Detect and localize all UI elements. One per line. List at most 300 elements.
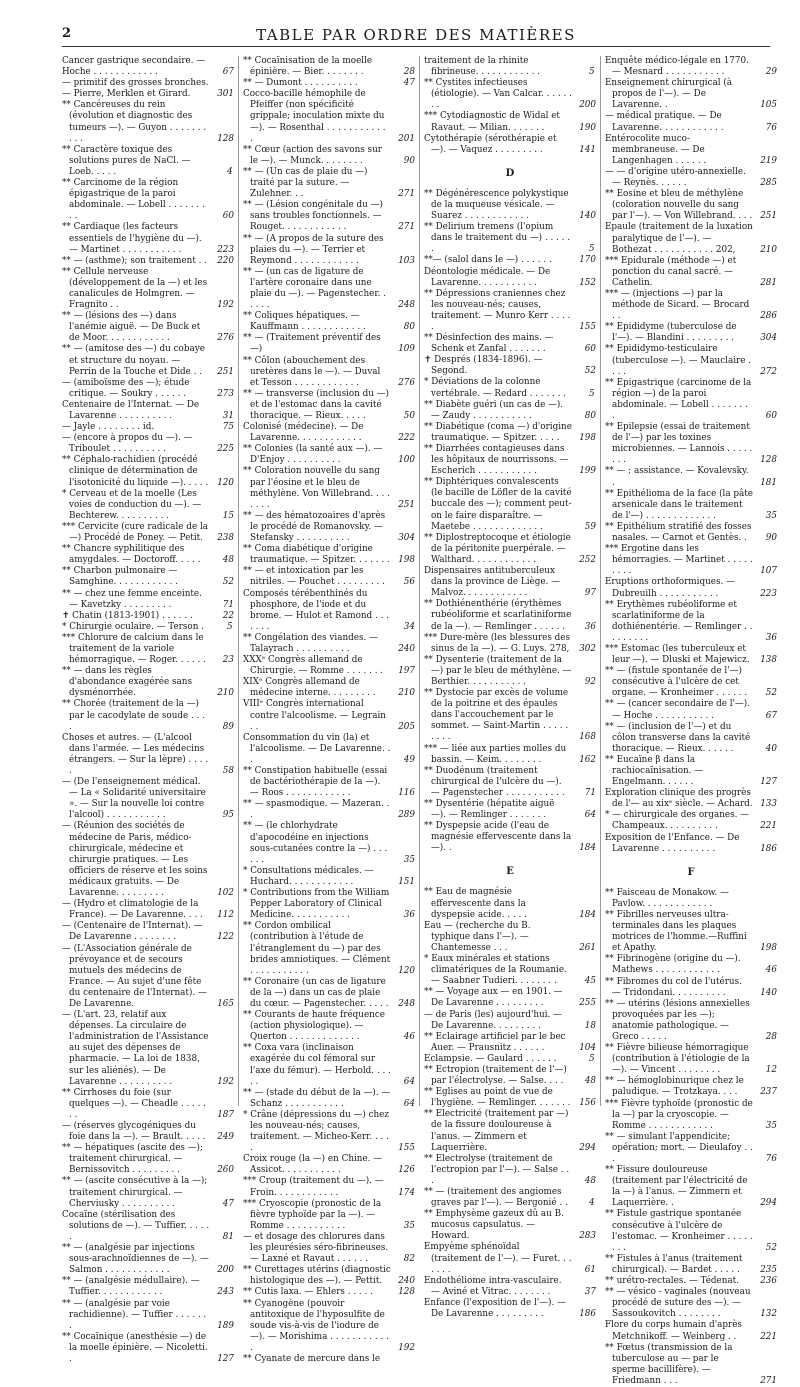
entry-text: ** Coma diabétique d'origine traumatique. — Spitzer. . . . . . . [243, 544, 390, 566]
entry-text: ** — hépatiques (ascite des —); traitement chirurgical. — Bernissovitch . . . . . . . . . [62, 1143, 203, 1176]
entry-text: ** — (ascite consécutive à la —); traitement chirurgical. — Cherviusky . . . . . . . . . . [62, 1176, 208, 1209]
entry-text: Cytothérapie (sérothérapie et —). — Vaquez . . . . . . . . . [424, 133, 557, 155]
entry-text: ** — hémoglobinurique chez le paludique. — Trotzkaya. . . . [605, 1076, 744, 1098]
section-letter: E [506, 866, 514, 878]
entry-text: ** Fistules à l'anus (traitement chirurgical). — Bardet . . . . . [605, 1253, 743, 1275]
index-entry [62, 611, 234, 622]
entry-page: 222 [398, 433, 415, 444]
entry-page: 31 [222, 411, 234, 421]
index-entry [605, 999, 777, 1043]
index-entry [243, 422, 415, 444]
index-entry [424, 1276, 596, 1298]
entry-text: ** Fistule gastrique spontanée consécutive à l'ulcère de l'estomac. — Kronheimer . . . . . . . . [605, 1209, 753, 1253]
index-entry [424, 1298, 596, 1320]
index-entry [605, 1132, 777, 1165]
entry-text: ** Eglises au point de vue de l'hygiène. — Remlinger. . . . . . . [424, 1087, 571, 1109]
index-entry [62, 1121, 234, 1143]
entry-text: ** Carcinome de la région épigastrique de la paroi abdominale. — Lobell . . . . . . . . . [62, 178, 205, 222]
entry-text: *** Dure-mère (les blessures des sinus de la —). — G. Luys. 278, [424, 632, 571, 654]
index-entry [243, 1232, 415, 1265]
entry-text: ** Cellule nerveuse (développement de la —) et les canalicules de Holmgren. — Fragnito . . [62, 266, 208, 311]
index-entry [424, 1010, 596, 1032]
entry-page: 210 [217, 688, 234, 699]
entry-page: 186 [579, 1309, 596, 1320]
entry-text: — médical pratique. — De Lavarenne. . . . . . . . . . . . [605, 111, 724, 133]
entry-page: 107 [760, 566, 777, 577]
entry-page: 95 [222, 810, 234, 821]
index-entry [62, 178, 234, 222]
index-entry [243, 921, 415, 976]
index-entry [605, 322, 777, 344]
index-entry [605, 134, 777, 167]
entry-text: — (De l'enseignement médical. — La « Solidarité universitaire ». — Sur la nouvelle loi contre l'alcool) . . . . . . . . . . . [62, 777, 206, 821]
index-entry [605, 810, 777, 832]
entry-page: 289 [398, 810, 415, 821]
entry-text: ** Coxa vara (inclinaison exagérée du col fémoral sur l'axe du fémur). — Herbold. . . . . . [243, 1043, 391, 1087]
index-entry [605, 722, 777, 755]
entry-page: 47 [222, 1198, 234, 1209]
entry-text: ** Eosine et bleu de méthylène (coloration nouvelle du sang par l'—). — Von Willebrand. . . . [605, 189, 753, 222]
entry-page: 120 [398, 965, 415, 976]
entry-page: 104 [579, 1042, 596, 1053]
entry-page: 76 [765, 122, 777, 133]
entry-text: ** — utérins (lésions annexielles provoquées par les —); anatomie pathologique. — Greco . . . . . [605, 998, 750, 1042]
entry-page: 198 [760, 943, 777, 954]
entry-text: ** Eau de magnésie effervescente dans la dyspepsie acide. . . . . [424, 887, 527, 920]
entry-text: ** — (Traitement préventif des —) [243, 333, 381, 355]
entry-text: ** Fibrinogène (origine du —). Mathews . . . . . . . . . . . . [605, 954, 741, 976]
entry-text: ** Cocaïnisation de la moelle épinière. — Bier. . . . . . . . [243, 56, 373, 78]
index-entry [243, 511, 415, 544]
index-entry [605, 600, 777, 644]
index-entry [605, 522, 777, 544]
index-entry [243, 234, 415, 267]
entry-text: — Jayle . . . . . . . . id. [62, 422, 155, 433]
entry-text: ** — (analgésie par injections sous-arachnoïdiennes de —). — Salmon . . . . . . . . . . . . [62, 1243, 209, 1276]
entry-text: Enfance (l'exposition de l'—). — De Lavarenne . . . . . . . . . [424, 1297, 566, 1320]
entry-page: 132 [760, 1309, 777, 1320]
index-entry [605, 56, 777, 78]
entry-text: Exploration clinique des progrès de l'— au xixᵉ siècle. — Achard. [605, 788, 753, 810]
entry-text: ** Dégénérescence polykystique de la muqueuse vésicale. — Suarez . . . . . . . . . . . . [424, 188, 569, 222]
index-entry [605, 78, 777, 111]
entry-text: Consommation du vin (la) et l'alcoolisme. — De Lavarenne. . . [243, 732, 391, 765]
index-entry [62, 821, 234, 899]
index-entry [605, 1043, 777, 1076]
index-entry [62, 1088, 234, 1121]
entry-page: 64 [584, 810, 596, 821]
entry-text: Endothéliome intra-vasculaire. — Aviné et Vitrac. . . . . . . . [424, 1275, 562, 1297]
entry-text: ** — spasmodique. — Mazeran. . . [243, 799, 390, 821]
index-entry [243, 78, 415, 89]
index-entry [62, 733, 234, 777]
entry-text: ** Cancéreuses du rein (évolution et diagnostic des tumeurs —). — Guyon . . . . . . . . . . [62, 100, 207, 144]
entry-text: ** Emphysème gazeux dû au B. mucosus capsulatus. — Howard. [424, 1209, 564, 1242]
entry-page: 56 [403, 577, 415, 588]
index-entry [605, 422, 777, 466]
entry-text: — (Réunion des sociétés de médecine de Paris, médico-chirurgicale, médecine et chirurgie pratiques. — Les officiers de réserve et les soins médicaux gratuits. — De Lavarenne. . . . . . . . . [62, 821, 208, 899]
entry-text: * Eaux minérales et stations climatériques de la Roumanie. — Saabner Tudieri. . . . . . . . [424, 954, 567, 987]
entry-page: 36 [403, 910, 415, 921]
page-number: 2 [62, 26, 72, 41]
entry-page: 105 [760, 100, 777, 111]
entry-page: 276 [398, 377, 415, 388]
index-entry [62, 699, 234, 732]
entry-page: 304 [398, 533, 415, 544]
entry-text: Epaule (traitement de la luxation paralytique de l'—). — Bothezat . . . . . . . . . . . 202, [605, 222, 753, 255]
entry-page: 221 [760, 821, 777, 832]
entry-page: 64 [403, 1076, 415, 1087]
index-entry [424, 1109, 596, 1153]
index-entry [243, 1354, 415, 1365]
entry-page: 187 [217, 1109, 234, 1120]
entry-page: 301 [217, 89, 234, 100]
index-entry [243, 1043, 415, 1087]
index-entry: * Chirurgie oculaire. — Terson . 5 [62, 621, 233, 632]
entry-text: Choses et autres. — (L'alcool dans l'armée. — Les médecins étrangers. — Sur la lèpre) . . . . . [62, 732, 209, 776]
index-entry [605, 788, 777, 810]
index-entry [243, 766, 415, 799]
index-entry [62, 944, 234, 1011]
index-entry: ** — (traitement des angiomes graves par l'—). — Bergonié . . 4 [424, 1187, 595, 1209]
entry-page: 281 [760, 277, 777, 288]
entry-page: 46 [403, 1032, 415, 1043]
index-entry [605, 111, 777, 133]
entry-text: — — d'origine utéro-annexielle. — Reynès. . . . . . [605, 166, 746, 189]
entry-text: Eclampsie. — Gaulard . . . . . . [424, 1053, 557, 1064]
entry-page: 192 [217, 300, 234, 311]
index-entry [62, 67, 234, 78]
entry-page: 155 [579, 321, 596, 332]
entry-text: ** Diabète guéri (un cas de —). — Zaudy . . . . . . . . . . . [424, 399, 564, 421]
index-entry [243, 799, 415, 821]
index-entry [62, 1299, 234, 1332]
entry-text: Cocco-bacille hémophile de Pfeiffer (non spécificité grippale; inoculation mixte du —). — Rosenthal . . . . . . . . . . . . [243, 89, 386, 144]
index-entry [605, 1165, 777, 1209]
index-entry [424, 633, 596, 655]
entry-text: ** — (lésions des —) dans l'anémie aiguë. — De Buck et de Moor. . . . . . . . . . . . [62, 311, 201, 344]
entry-text: ** — (amitose des —) du cobaye et structure du noyau. — Perrin de la Touche et Dide . . [62, 344, 205, 377]
entry-page: 109 [398, 344, 415, 355]
index-entry [243, 733, 415, 766]
index-entry [243, 89, 415, 144]
entry-text: ** Delirium tremens (l'opium dans le traitement du —) . . . . . . [424, 222, 571, 255]
entry-page: 219 [760, 155, 777, 166]
entry-page: 223 [760, 588, 777, 599]
index-entry [62, 256, 234, 267]
header-rule [62, 46, 770, 47]
index-entry: traitement de la rhinite fibrineuse. . . . . . . . . . . . 5 [424, 56, 595, 78]
entry-text: — de Paris (les) aujourd'hui. — De Lavarenne. . . . . . . . . [424, 1009, 562, 1031]
entry-page: 52 [765, 1242, 777, 1253]
index-entry [62, 777, 234, 821]
entry-page: 49 [403, 754, 415, 765]
entry-page: 80 [403, 322, 415, 333]
entry-page: 200 [579, 100, 596, 111]
entry-text: ** Epigastrique (carcinome de la région —) de la paroi abdominale. — Lobell . . . . . . . . [605, 377, 752, 421]
entry-page: 189 [217, 1320, 234, 1331]
index-entry [243, 167, 415, 200]
entry-text: ** — chez une femme enceinte. — Kavetzky . . . . . . . . . [62, 588, 202, 610]
index-entry [62, 589, 234, 611]
entry-page: 285 [760, 178, 777, 189]
entry-page: 140 [760, 987, 777, 998]
entry-page: 197 [398, 666, 415, 677]
entry-text: ** Cocaïnique (anesthésie —) de la moelle épinière. — Nicoletti. . [62, 1331, 208, 1364]
entry-page: 181 [760, 477, 777, 488]
entry-page: 36 [584, 621, 596, 632]
entry-page: 260 [217, 1165, 234, 1176]
index-entry [243, 1176, 415, 1198]
index-entry [424, 267, 596, 289]
index-entry [605, 954, 777, 976]
entry-page: 133 [760, 799, 777, 810]
entry-text: ** Epithélium stratifié des fosses nasales. — Carnot et Gentès. . [605, 521, 752, 544]
entry-page: 100 [398, 455, 415, 466]
entry-text: ** — (traitement des angiomes graves par l'—). — Bergonié . . [424, 1187, 568, 1209]
entry-page: 271 [398, 189, 415, 200]
entry-text: ** Cardiaque (les facteurs essentiels de l'hygiène du —). — Martinet . . . . . . . . . . . [62, 222, 202, 255]
index-entry [243, 1010, 415, 1043]
entry-text: — (réserves glycogéniques du foie dans la —). — Brault. . . . . [62, 1121, 206, 1143]
entry-page: 71 [584, 787, 596, 798]
index-entry [424, 799, 596, 821]
entry-page: 151 [398, 876, 415, 887]
entry-text: ** Ectropion (traitement de l'—) par l'électrolyse. — Salse. . . . [424, 1064, 567, 1087]
entry-page: 248 [398, 998, 415, 1009]
index-entry [424, 355, 596, 377]
index-entry: ** Delirium tremens (l'opium dans le traitement du —) . . . . . . 5 [424, 222, 595, 255]
entry-text: ** — ; assistance. — Kovalevsky. . [605, 466, 749, 488]
entry-page: 249 [217, 1132, 234, 1143]
entry-text: ** Charbon pulmonaire — Samghine. . . . . . . . . . . . [62, 566, 178, 588]
entry-text: ** Cyanate de mercure dans le [243, 1353, 381, 1364]
entry-text: XXXᵉ Congrès allemand de Chirurgie. — Romme . . . . . . . [243, 655, 384, 677]
entry-page: 199 [579, 466, 596, 477]
index-entry [424, 821, 596, 854]
index-column-1 [62, 56, 234, 1364]
entry-page: 184 [579, 909, 596, 920]
entry-page: 76 [765, 1154, 777, 1164]
entry-page: 28 [765, 1031, 777, 1042]
index-entry [605, 344, 777, 377]
index-entry [424, 954, 596, 987]
entry-text: ** — simulant l'appendicite; opération; mort. — Dieulafoy . . . [605, 1131, 753, 1164]
index-entry [605, 1320, 777, 1342]
entry-text: ** Fièvre bilieuse hémorragique (contribution à l'étiologie de la —). — Vincent . . . . . . . . [605, 1043, 750, 1076]
entry-text: ** Dothiénenthérie (érythèmes rubéoliforme et scarlatiniforme de la —). — Remlinger . . . . . . [424, 599, 572, 632]
index-entry [243, 356, 415, 389]
index-entry [62, 899, 234, 921]
entry-page: 23 [222, 655, 234, 666]
entry-page: 90 [403, 155, 415, 166]
entry-text: ** — (le chlorhydrate d'apocodéine en injections sous-cutanées contre la —) . . . . . . [243, 821, 388, 865]
index-entry [243, 888, 415, 921]
entry-page: 82 [403, 1254, 415, 1265]
index-entry [424, 189, 596, 222]
entry-text: ** Epididymo-testiculaire (tuberculose —). — Mauclaire . . . . [605, 344, 752, 377]
entry-page: 192 [398, 1342, 415, 1353]
index-entry [62, 544, 234, 566]
entry-page: 210 [760, 244, 777, 255]
entry-text: ** Cirrhoses du foie (sur quelques —). — Cheadle . . . . . . . [62, 1087, 207, 1120]
entry-page: 198 [398, 555, 415, 566]
entry-text: ** Dépressions craniennes chez les nouveau-nés; causes, traitement. — Munro Kerr . . . . . [424, 288, 571, 332]
entry-page: 127 [760, 777, 777, 788]
entry-text: VIIIᵉ Congrès international contre l'alcoolisme. — Legrain . . [243, 699, 386, 732]
index-entry [424, 111, 596, 133]
index-entry [62, 455, 234, 488]
entry-page: 67 [222, 67, 234, 78]
index-entry [62, 344, 234, 377]
index-entry [424, 477, 596, 532]
entry-text: * Consultations médicales. — Huchard. . . . . . . . . . . . [243, 865, 374, 887]
entry-page: 64 [403, 1098, 415, 1109]
entry-text: ** Fibrilles nerveuses ultra-terminales dans les plaques motrices de l'homme.—Ruffini et Apathy. [605, 909, 747, 954]
entry-text: ** Coloration nouvelle du sang par l'éosine et le bleu de méthylène. Von Willebrand. . . . . . . . [243, 466, 390, 510]
entry-page: 170 [579, 255, 596, 266]
entry-page: 283 [579, 1231, 596, 1242]
index-entry [243, 677, 415, 699]
entry-page: 35 [765, 510, 777, 521]
entry-page: 240 [398, 643, 415, 654]
entry-page: 156 [579, 1098, 596, 1109]
entry-text: Eau — (recherche du B. typhique dans l'—). — Chantemesse . . . [424, 920, 531, 953]
entry-page: 22 [222, 610, 234, 621]
entry-page: 37 [584, 1286, 596, 1297]
entry-text: ** Epididyme (tuberculose de l'—). — Blandini . . . . . . . . . [605, 322, 737, 344]
entry-page: 52 [584, 366, 596, 377]
entry-text: * — chirurgicale des organes. — Champeaux. . . . . . . . . . [605, 810, 750, 832]
index-entry [62, 1010, 234, 1088]
entry-text: — et dosage des chlorures dans les pleurésies séro-fibrineuses. — Laxné et Ravaut . . . . . . [243, 1231, 389, 1265]
entry-text: ** Fibromes du col de l'utérus. — Tridondani. . . . . . . . . . [605, 976, 742, 998]
entry-text: — (Hydro et climatologie de la France). — De Lavarenne. . . . [62, 899, 203, 921]
entry-text: Cancer gastrique secondaire. — [62, 56, 206, 66]
entry-text: ** Diphtériques convalescents (le bacille de Löfler de la cavité buccale des —); comment peut-on le faire disparaître. — Maetebe . . . . . . . . . . . . . [424, 477, 572, 532]
index-entry [62, 433, 234, 455]
section-letter: F [687, 866, 695, 878]
entry-text: ** — (analgésie par voie rachidienne). — Tuffier . . . . . . . [62, 1298, 207, 1331]
entry-text: ** urétro-rectales. — Tédenat. [605, 1276, 739, 1287]
index-entry [243, 633, 415, 655]
index-entry [243, 1265, 415, 1287]
entry-page: 251 [760, 211, 777, 222]
entry-page: 221 [760, 1331, 777, 1342]
entry-page: 184 [579, 843, 596, 854]
index-entry [243, 267, 415, 311]
entry-page: 225 [217, 444, 234, 455]
entry-text: ** — dans les règles d'abondance exagérée sans dysménorrhée. [62, 666, 192, 699]
entry-text: ** Chancre syphilitique des amygdales. — Doctoroff. . . . . [62, 544, 201, 566]
entry-page: 201 [398, 133, 415, 144]
entry-page: 75 [222, 422, 234, 433]
entry-text: ** — Voyage aux — en 1901. — De Lavarenne . . . . . . . . . [424, 987, 563, 1009]
entry-page: 186 [760, 843, 777, 854]
index-entry [424, 1032, 596, 1054]
index-entry [605, 1209, 777, 1253]
entry-text: ** — (asthme); son traitement . . [62, 255, 208, 266]
index-entry [243, 333, 415, 355]
index-entry [424, 1242, 596, 1275]
index-entry [62, 522, 234, 544]
entry-text: ** — (A propos de la suture des plaies du —). — Terrier et Reymond . . . . . . . . . . . . [243, 233, 384, 266]
entry-text: ** — vésico - vaginales (nouveau procédé de suture des —). — Sassoukovitch . . . . . . . . [605, 1287, 751, 1320]
index-entry [62, 400, 234, 422]
index-entry [62, 566, 234, 588]
entry-text: Entérocolite muco-membraneuse. — De Langenhagen . . . . . . [605, 133, 707, 166]
index-entry [424, 289, 596, 333]
entry-page: 28 [403, 67, 415, 78]
entry-text: — (amiboïsme des —); étude critique. — Soukry . . . . . . [62, 377, 190, 399]
index-entry [424, 533, 596, 566]
index-entry [605, 577, 777, 599]
entry-page: 152 [579, 277, 596, 288]
index-entry [62, 1143, 234, 1176]
entry-text: ** Dysentérie (hépatite aiguë —). — Remlinger . . . . . . . [424, 799, 555, 821]
entry-text: ** Curettages utérins (diagnostic histologique des —). — Pettit. [243, 1265, 391, 1287]
index-entry [605, 888, 777, 910]
index-entry [605, 289, 777, 322]
index-entry [424, 134, 596, 156]
index-entry [62, 56, 234, 67]
entry-text: ** — (cancer secondaire de l'—). — Hoche . . . . . . . . . . . [605, 699, 750, 721]
entry-page: 52 [222, 577, 234, 588]
index-entry [243, 566, 415, 588]
index-entry: Eclampsie. — Gaulard . . . . . . 5 [424, 1053, 595, 1064]
entry-text: *** Croup (traitement du —). — Froin. . . . . . . . . . . . [243, 1176, 384, 1198]
entry-text: Flore du corps humain d'après Metchnikoff. — Weinberg . . [605, 1320, 742, 1342]
entry-page: 261 [579, 942, 596, 953]
index-entry [605, 167, 777, 189]
entry-text: ** Fœtus (transmission de la tuberculose au — par le sperme bacillifère). — Friedmann . . . [605, 1342, 733, 1386]
entry-page: 155 [398, 1143, 415, 1154]
index-entry [62, 89, 234, 100]
entry-text: ** Cordon ombilical (contribution à l'étude de l'étranglement du —) par des brides amniotiques. — Clément . . . . . . . . . . . [243, 921, 391, 976]
entry-page: 302 [579, 643, 596, 654]
entry-page: 58 [222, 766, 234, 776]
entry-page: 48 [222, 555, 234, 566]
index-entry [243, 655, 415, 677]
entry-text: ** Dyspepsie acide (l'eau de magnésie effervescente dans la —). . [424, 821, 572, 854]
entry-page: 35 [765, 1120, 777, 1131]
entry-page: 60 [765, 411, 777, 421]
index-entry [605, 466, 777, 488]
entry-page: 90 [765, 533, 777, 544]
entry-text: ** — (stade du début de la —). — Schanz . . . . . . . . . . . [243, 1087, 391, 1109]
entry-text: ** Electrolyse (traitement de l'ectropion par l'—). — Salse . . . [424, 1153, 570, 1186]
index-entry [62, 1176, 234, 1209]
index-entry [243, 389, 415, 422]
entry-text: *** Cryoscopie (pronostic de la fièvre typhoïde par la —). — Romme . . . . . . . . . . . [243, 1198, 382, 1231]
entry-page: 304 [760, 333, 777, 344]
entry-text: *** Cytodiagnostic de Widal et Ravaut. — Milian. . . . . . . [424, 111, 560, 133]
index-entry [243, 1088, 415, 1110]
entry-page: 52 [765, 688, 777, 699]
entry-page: 251 [217, 366, 234, 377]
entry-page: 61 [584, 1264, 596, 1275]
entry-text: ** Cystites infectieuses (étiologie). — Van Calcar. . . . . . . . [424, 78, 572, 111]
entry-text: — (encore à propos du —). — Triboulet . . . . . . . . . . [62, 433, 193, 455]
entry-text: ** Electricité (traitement par —) de la fissure douloureuse à l'anus. — Zimmern et Laquerrière. [424, 1109, 569, 1153]
entry-text: ** Colonies (la santé aux —). — D'Enjoy . . . . . . . . . . [243, 444, 383, 466]
entry-page: 67 [765, 710, 777, 721]
entry-text: ** Coronaire (un cas de ligature de la —) dans un cas de plaie du cœur. — Pagenstecher. . . . . [243, 976, 389, 1009]
entry-text: Cocaïne (stérilisation des solutions de —). — Tuffier. . . . . . [62, 1209, 210, 1242]
index-entry [424, 987, 596, 1009]
index-entry [62, 633, 234, 666]
index-entry [424, 744, 596, 766]
